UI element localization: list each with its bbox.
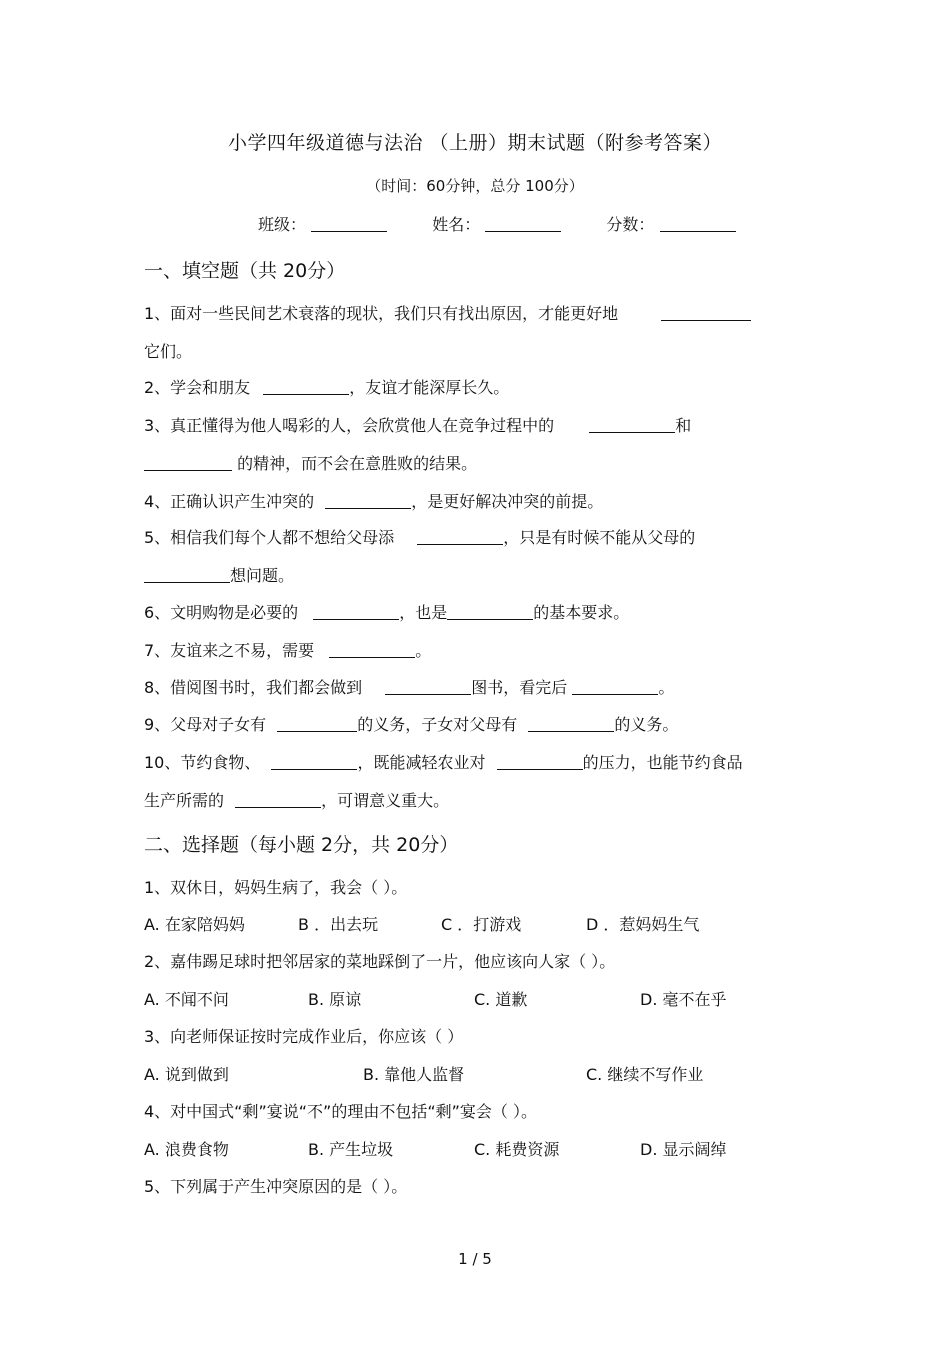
question-4 — [144, 489, 603, 512]
question-3-cont — [144, 451, 477, 474]
question-text: 10、节约食物、 — [144, 753, 261, 772]
choice-question-5: 5、下列属于产生冲突原因的是（ ）。 — [144, 1177, 408, 1196]
name-blank — [485, 216, 561, 232]
answer-blank — [385, 679, 471, 695]
score-blank — [660, 216, 736, 232]
answer-blank — [313, 604, 399, 620]
question-text: 图书，看完后 — [471, 678, 568, 697]
question-text: ，可谓意义重大。 — [321, 791, 450, 810]
question-text: 5、相信我们每个人都不想给父母添 — [144, 528, 395, 547]
class-label: 班级： — [258, 215, 307, 234]
question-text: 的义务。 — [614, 715, 679, 734]
section-heading-fill: 一、填空题（共 20分） — [144, 260, 346, 282]
name-label: 姓名： — [432, 215, 481, 234]
answer-blank — [661, 305, 751, 321]
choice-option: B. 原谅 — [308, 990, 362, 1009]
answer-blank — [277, 716, 357, 732]
choice-option: A. 浪费食物 — [144, 1140, 229, 1159]
choice-option: C ．打游戏 — [441, 915, 522, 934]
choice-option: C. 耗费资源 — [474, 1140, 560, 1159]
question-text: 9、父母对子女有 — [144, 715, 267, 734]
choice-option: D. 显示阔绰 — [640, 1140, 727, 1159]
question-1 — [144, 301, 751, 324]
question-1-cont: 它们。 — [144, 342, 193, 361]
question-text: ，只是有时候不能从父母的 — [503, 528, 696, 547]
answer-blank — [417, 529, 503, 545]
question-text: 的义务，子女对父母有 — [357, 715, 518, 734]
question-text: 2、学会和朋友 — [144, 378, 251, 397]
question-5 — [144, 525, 695, 548]
question-text: 的压力，也能节约食品 — [582, 753, 743, 772]
exam-time-info: （时间：60分钟，总分 100分） — [366, 177, 584, 195]
question-9 — [144, 712, 678, 735]
choice-option: D ．惹妈妈生气 — [586, 915, 700, 934]
answer-blank — [144, 567, 230, 583]
question-5-cont — [144, 563, 294, 586]
page-number: 1 / 5 — [458, 1250, 492, 1268]
choice-option: A. 不闻不问 — [144, 990, 229, 1009]
name-field — [432, 212, 561, 235]
answer-blank — [325, 493, 411, 509]
question-text: 想问题。 — [230, 566, 295, 585]
question-10 — [144, 750, 743, 773]
question-3 — [144, 413, 691, 436]
choice-question-1: 1、双休日，妈妈生病了，我会（ ）。 — [144, 878, 408, 897]
choice-option: A. 说到做到 — [144, 1065, 229, 1084]
student-info-row — [258, 212, 776, 235]
question-text: 1、面对一些民间艺术衰落的现状，我们只有找出原因，才能更好地 — [144, 304, 619, 323]
choice-option: A. 在家陪妈妈 — [144, 915, 245, 934]
question-text: 和 — [675, 416, 692, 435]
question-text: ，友谊才能深厚长久。 — [349, 378, 510, 397]
question-text: 3、真正懂得为他人喝彩的人，会欣赏他人在竞争过程中的 — [144, 416, 555, 435]
class-field — [258, 212, 387, 235]
answer-blank — [572, 679, 658, 695]
question-text: ，是更好解决冲突的前提。 — [411, 492, 604, 511]
question-2 — [144, 375, 509, 398]
choice-option: B ．出去玩 — [298, 915, 379, 934]
section-heading-choice: 二、选择题（每小题 2分，共 20分） — [144, 834, 459, 856]
question-text: 。 — [658, 678, 675, 697]
answer-blank — [329, 642, 415, 658]
answer-blank — [447, 604, 533, 620]
choice-option: B. 靠他人监督 — [363, 1065, 465, 1084]
answer-blank — [144, 455, 232, 471]
question-text: 的基本要求。 — [533, 603, 630, 622]
choice-question-3: 3、向老师保证按时完成作业后，你应该（ ） — [144, 1027, 464, 1046]
question-text: ，也是 — [399, 603, 448, 622]
choice-question-2: 2、嘉伟踢足球时把邻居家的菜地踩倒了一片，他应该向人家（ ）。 — [144, 952, 616, 971]
choice-option: C. 继续不写作业 — [586, 1065, 704, 1084]
answer-blank — [528, 716, 614, 732]
question-text: 的精神，而不会在意胜败的结果。 — [237, 454, 478, 473]
score-label: 分数： — [606, 215, 655, 234]
question-text: 8、借阅图书时，我们都会做到 — [144, 678, 363, 697]
answer-blank — [263, 379, 349, 395]
class-blank — [311, 216, 387, 232]
question-7 — [144, 638, 431, 661]
choice-option: D. 毫不在乎 — [640, 990, 727, 1009]
question-6 — [144, 600, 629, 623]
answer-blank — [235, 792, 321, 808]
question-text: 。 — [415, 641, 432, 660]
answer-blank — [497, 754, 583, 770]
question-text: 7、友谊来之不易，需要 — [144, 641, 315, 660]
question-text: ，既能减轻农业对 — [357, 753, 486, 772]
answer-blank — [271, 754, 357, 770]
answer-blank — [589, 417, 675, 433]
choice-option: B. 产生垃圾 — [308, 1140, 394, 1159]
choice-question-4: 4、对中国式“剩”宴说“不”的理由不包括“剩”宴会（ ）。 — [144, 1102, 538, 1121]
question-8 — [144, 675, 674, 698]
score-field — [606, 212, 735, 235]
question-text: 6、文明购物是必要的 — [144, 603, 299, 622]
question-10-cont — [144, 788, 449, 811]
question-text: 生产所需的 — [144, 791, 225, 810]
question-text: 4、正确认识产生冲突的 — [144, 492, 315, 511]
choice-option: C. 道歉 — [474, 990, 528, 1009]
page-title: 小学四年级道德与法治 （上册）期末试题（附参考答案） — [227, 132, 723, 154]
